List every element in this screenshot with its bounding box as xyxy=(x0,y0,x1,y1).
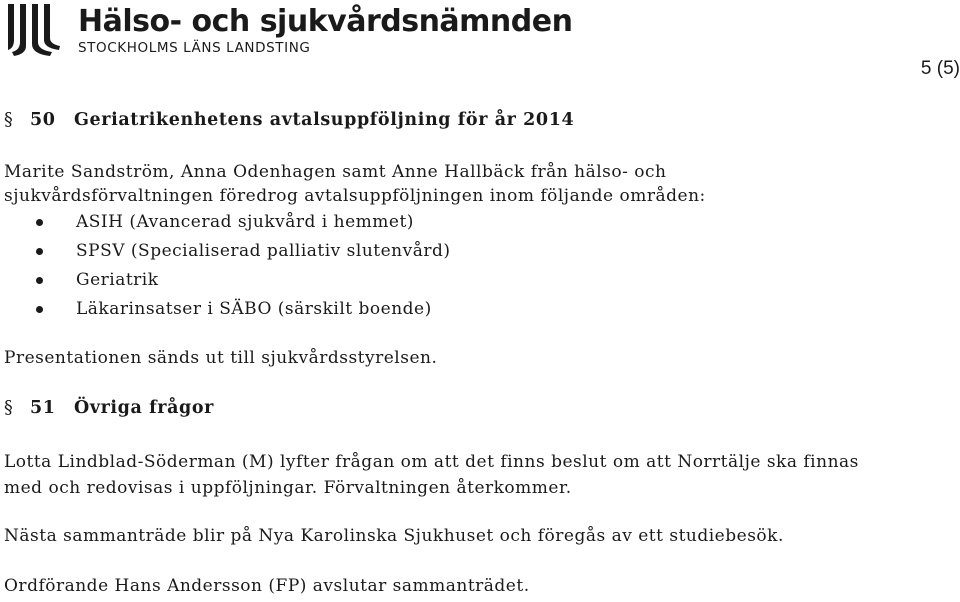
org-subtitle: STOCKHOLMS LÄNS LANDSTING xyxy=(78,40,311,56)
org-name: Hälso- och sjukvårdsnämnden xyxy=(78,4,573,39)
section-heading-50 xyxy=(4,110,574,130)
list-item: Geriatrik xyxy=(4,266,451,295)
list-item: Läkarinsatser i SÄBO (särskilt boende) xyxy=(4,295,451,324)
bullet-icon xyxy=(36,306,43,313)
outro-text: Presentationen sänds ut till sjukvårdsstyrelsen. xyxy=(4,348,438,368)
list-item: ASIH (Avancerad sjukvård i hemmet) xyxy=(4,208,451,237)
bullet-icon xyxy=(36,219,43,226)
section-heading-51 xyxy=(4,398,214,418)
intro-line-1: Marite Sandström, Anna Odenhagen samt Anne Hallbäck från hälso- och xyxy=(4,162,667,182)
service-area-list xyxy=(4,208,451,324)
page-number: 5 (5) xyxy=(920,58,960,79)
section-title: Övriga frågor xyxy=(74,398,214,418)
bullet-icon xyxy=(36,277,43,284)
body-line-2: med och redovisas i uppföljningar. Förvaltningen återkommer. xyxy=(4,478,572,498)
closing-line-1: Nästa sammanträde blir på Nya Karolinska Sjukhuset och föregås av ett studiebesök. xyxy=(4,526,784,546)
intro-line-2: sjukvårdsförvaltningen föredrog avtalsuppföljningen inom följande områden: xyxy=(4,186,706,206)
bullet-icon xyxy=(36,248,43,255)
page-header xyxy=(4,2,573,58)
list-item: SPSV (Specialiserad palliativ slutenvård) xyxy=(4,237,451,266)
closing-line-2: Ordförande Hans Andersson (FP) avslutar sammanträdet. xyxy=(4,576,530,596)
paragraph-symbol: § xyxy=(4,398,14,418)
sll-logo-icon xyxy=(4,2,66,58)
body-line-1: Lotta Lindblad-Söderman (M) lyfter frågan om att det finns beslut om att Norrtälje ska finnas xyxy=(4,452,859,472)
section-number: 50 xyxy=(30,110,56,130)
section-title: Geriatrikenhetens avtalsuppföljning för år 2014 xyxy=(74,110,575,130)
section-number: 51 xyxy=(30,398,56,418)
paragraph-symbol: § xyxy=(4,110,14,130)
